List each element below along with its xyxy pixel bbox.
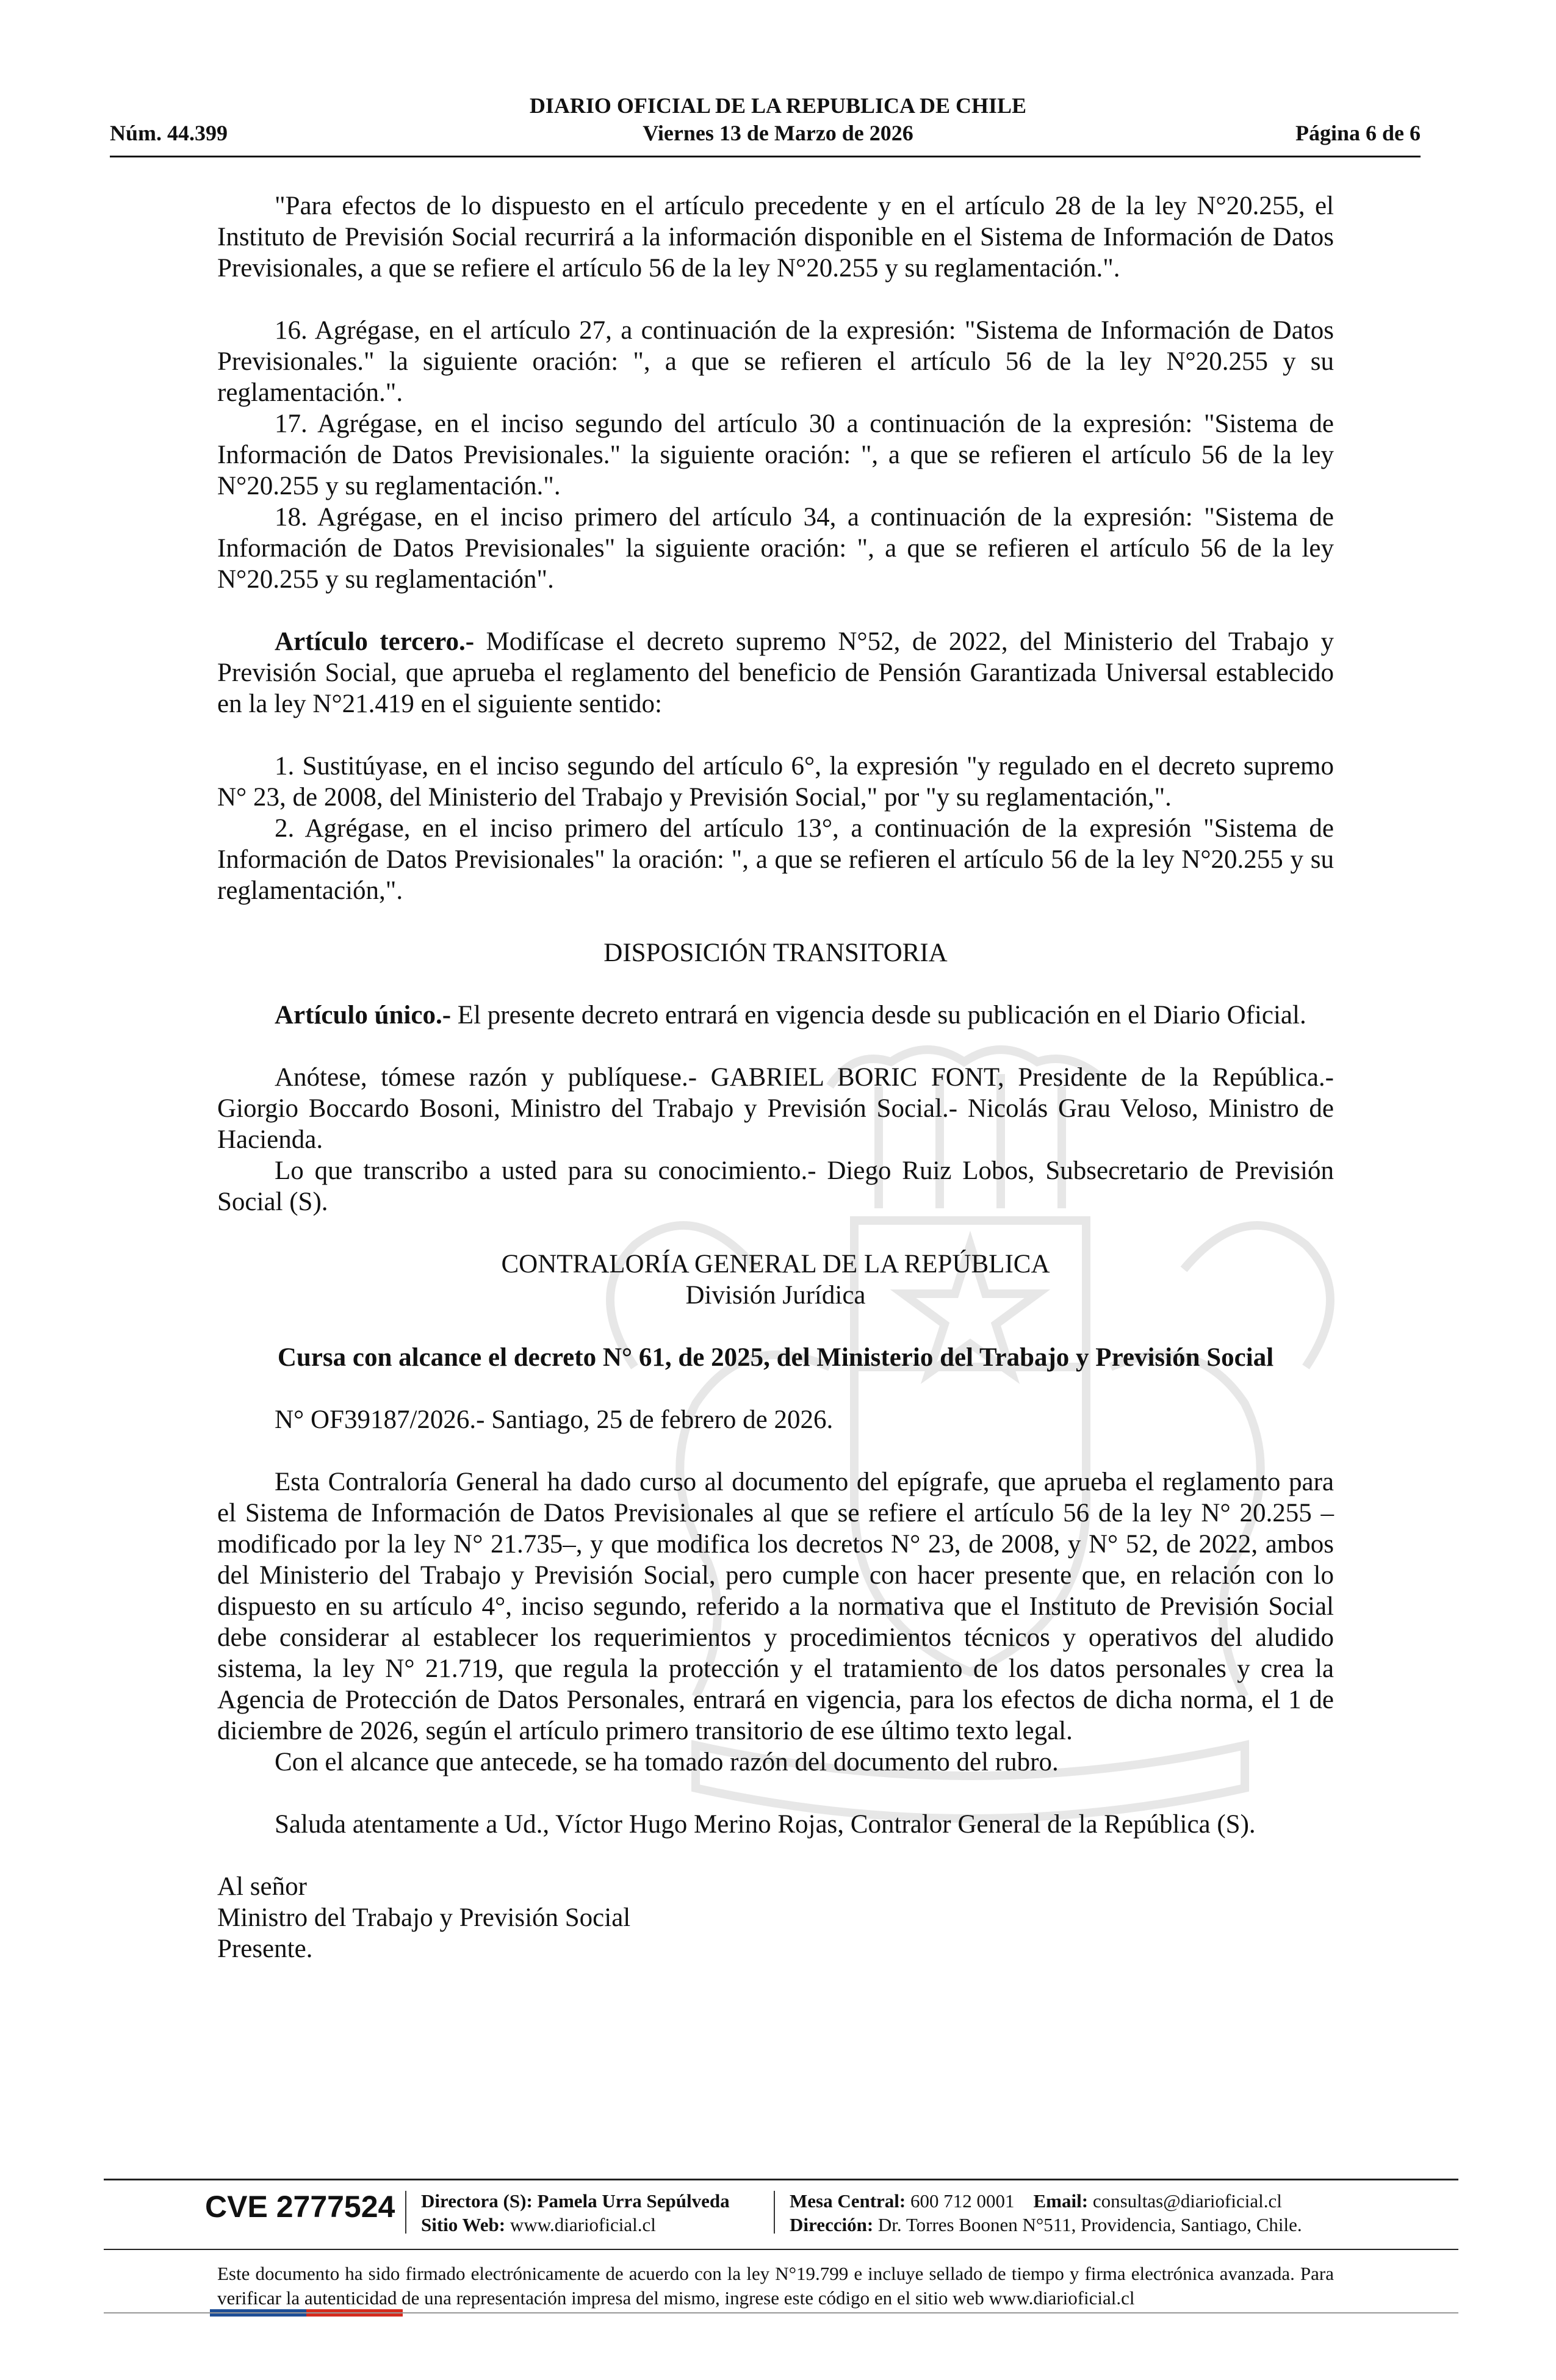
issue-number: Núm. 44.399 <box>110 121 228 145</box>
division-heading: División Jurídica <box>685 1281 866 1310</box>
article-unique <box>217 1000 1334 1031</box>
footer-separator-2 <box>774 2191 775 2234</box>
paragraph-ips-info: "Para efectos de lo dispuesto en el artículo precedente y en el artículo 28 de la ley N°20.255, el Instituto de Previsión Social recurrirá a la información disponible en el Sistema de Información de Datos Previsionales, a que se refiere el artículo 56 de la ley N°20.255 y su reglamentación.". <box>217 192 1334 283</box>
cursa-title-text: Cursa con alcance el decreto N° 61, de 2025, del Ministerio del Trabajo y Previsión Social <box>277 1343 1274 1372</box>
header-divider <box>110 156 1421 157</box>
footer-contact-info <box>790 2189 1302 2237</box>
directora-name: Pamela Urra Sepúlveda <box>537 2190 730 2212</box>
direccion-value: Dr. Torres Boonen N°511, Providencia, Santiago, Chile. <box>877 2214 1302 2235</box>
addressee-line-2: Ministro del Trabajo y Previsión Social <box>217 1903 631 1932</box>
signatures-paragraph: Anótese, tómese razón y publíquese.- GABRIEL BORIC FONT, Presidente de la República.- Giorgio Boccardo Bosoni, Ministro del Trabajo y Previsión Social.- Nicolás Grau Veloso, Ministro de Hacienda. <box>217 1063 1334 1154</box>
office-number: N° OF39187/2026.- Santiago, 25 de febrero de 2026. <box>275 1405 834 1434</box>
issue-date: Viernes 13 de Marzo de 2026 <box>643 121 913 145</box>
article-third-item-2: 2. Agrégase, en el inciso primero del artículo 13°, a continuación de la expresión "Sistema de Información de Datos Previsionales" la oración: ", a que se refieren el artículo 56 de la ley N°20.255 y su reglamentación,". <box>217 814 1334 905</box>
page-number: Página 6 de 6 <box>1295 121 1421 145</box>
transcription-paragraph: Lo que transcribo a usted para su conocimiento.- Diego Ruiz Lobos, Subsecretario de Previsión Social (S). <box>217 1156 1334 1216</box>
document-body <box>217 190 1334 1964</box>
contraloria-statement: Esta Contraloría General ha dado curso al documento del epígrafe, que aprueba el reglamento para el Sistema de Información de Datos Previsionales al que se refiere el artículo 56 de la ley N° 20.255 –modificado por la ley N° 21.735–, y que modifica los decretos N° 23, de 2008, y N° 52, de 2022, ambos del Ministerio del Trabajo y Previsión Social, pero cumple con hacer presente que, en relación con lo dispuesto en su artículo 4°, inciso segundo, referido a la normativa que el Instituto de Previsión Social debe considerar al establecer los requerimientos y procedimientos técnicos y operativos del aludido sistema, la ley N° 21.719, que regula la protección y el tratamiento de los datos personales y crea la Agencia de Protección de Datos Personales, entrará en vigencia, para los efectos de dicha norma, el 1 de diciembre de 2026, según el artículo primero transitorio de ese último texto legal. <box>217 1468 1334 1745</box>
footer-top-divider <box>104 2179 1458 2180</box>
sitio-link[interactable]: www.diarioficial.cl <box>510 2214 656 2235</box>
contraloria-heading: CONTRALORÍA GENERAL DE LA REPÚBLICA <box>501 1250 1050 1278</box>
cve-code: CVE 2777524 <box>205 2190 395 2224</box>
item-16: 16. Agrégase, en el artículo 27, a continuación de la expresión: "Sistema de Información de Datos Previsionales." la siguiente oración: ", a que se refieren el artículo 56 de la ley N°20.255 y su reglamentación.". <box>217 316 1334 407</box>
footer-bottom-divider <box>104 2312 1458 2313</box>
addressee-line-1: Al señor <box>217 1872 307 1901</box>
article-unique-text: El presente decreto entrará en vigencia desde su publicación en el Diario Oficial. <box>451 1001 1306 1030</box>
article-third-text: Modifícase el decreto supremo N°52, de 2022, del Ministerio del Trabajo y Previsión Social, que aprueba el reglamento del beneficio de Pensión Garantizada Universal establecido en la ley N°21.419 en el siguiente sentido: <box>217 627 1334 718</box>
directora-label: Directora (S): <box>421 2190 533 2212</box>
article-unique-heading: Artículo único.- <box>275 1001 452 1030</box>
alcance-paragraph: Con el alcance que antecede, se ha tomado razón del documento del rubro. <box>275 1748 1059 1776</box>
article-third-heading: Artículo tercero.- <box>275 627 475 656</box>
sitio-label: Sitio Web: <box>421 2214 506 2235</box>
addressee-line-3: Presente. <box>217 1935 313 1963</box>
transitory-heading: DISPOSICIÓN TRANSITORIA <box>603 939 948 967</box>
mesa-label: Mesa Central: <box>790 2190 906 2212</box>
email-label: Email: <box>1033 2190 1089 2212</box>
cursa-title <box>217 1342 1334 1373</box>
footer-editor-info <box>421 2189 730 2237</box>
email-link[interactable]: consultas@diarioficial.cl <box>1092 2190 1282 2212</box>
signature-disclaimer: Este documento ha sido firmado electrónicamente de acuerdo con la ley N°19.799 e incluye sellado de tiempo y firma electrónica avanzada. Para verificar la autenticidad de una representación impresa del mismo, ingrese este código en el sitio web www.diarioficial.cl <box>217 2263 1334 2309</box>
item-18: 18. Agrégase, en el inciso primero del artículo 34, a continuación de la expresión: "Sistema de Información de Datos Previsionales" la siguiente oración: ", a que se refieren el artículo 56 de la ley N°20.255 y su reglamentación". <box>217 503 1334 594</box>
footer-separator-1 <box>405 2191 406 2234</box>
footer-mid-divider <box>104 2249 1458 2250</box>
item-17: 17. Agrégase, en el inciso segundo del artículo 30 a continuación de la expresión: "Sistema de Información de Datos Previsionales." la siguiente oración: ", a que se refieren el artículo 56 de la ley N°20.255 y su reglamentación.". <box>217 409 1334 500</box>
gazette-title: DIARIO OFICIAL DE LA REPUBLICA DE CHILE <box>529 93 1027 118</box>
greeting-paragraph: Saluda atentamente a Ud., Víctor Hugo Merino Rojas, Contralor General de la República (S). <box>275 1810 1256 1839</box>
mesa-value: 600 712 0001 <box>910 2190 1015 2212</box>
article-third <box>217 626 1334 719</box>
article-third-item-1: 1. Sustitúyase, en el inciso segundo del artículo 6°, la expresión "y regulado en el decreto supremo N° 23, de 2008, del Ministerio del Trabajo y Previsión Social," por "y su reglamentación,". <box>217 752 1334 812</box>
direccion-label: Dirección: <box>790 2214 874 2235</box>
